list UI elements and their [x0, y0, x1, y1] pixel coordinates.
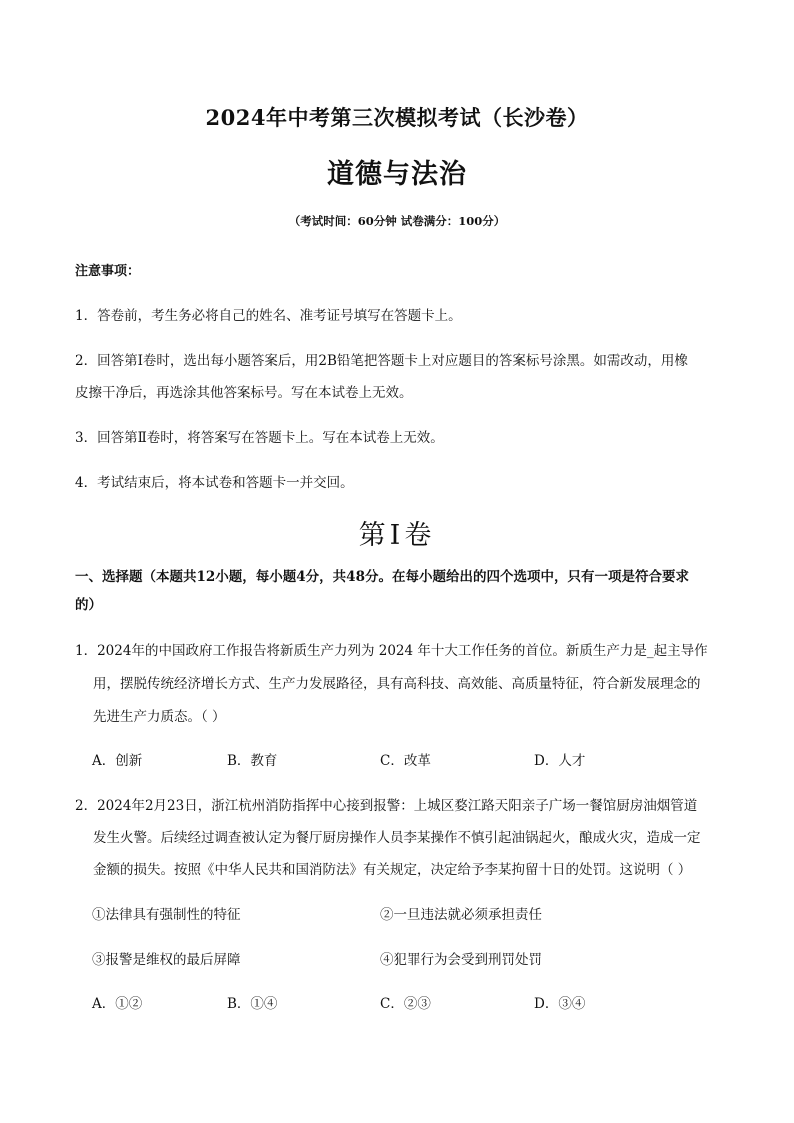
question-2-line-2: 发生火警。后续经过调查被认定为餐厅厨房操作人员李某操作不慎引起油锅起火，酿成火灾，造成一定: [93, 830, 701, 846]
question-1-line-3: 先进生产力质态。（ ）: [93, 709, 226, 725]
note-item-2: 2．回答第Ⅰ卷时，选出每小题答案后，用2B铅笔把答题卡上对应题目的答案标号涂黑。如需改动，用橡: [75, 353, 688, 369]
q2-statement-4: ④犯罪行为会受到刑罚处罚: [380, 952, 542, 968]
q2-option-c: C．②③: [380, 996, 431, 1012]
q2-option-b: B．①④: [227, 996, 278, 1012]
exam-title: 2024年中考第三次模拟考试（长沙卷）: [205, 105, 589, 130]
section-heading-cont: 的）: [75, 597, 102, 613]
question-1-line-2: 用，摆脱传统经济增长方式、生产力发展路径，具有高科技、高效能、高质量特征，符合新发展理念的: [93, 676, 701, 692]
exam-info: （考试时间：60分钟 试卷满分：100分）: [288, 214, 506, 228]
part-title: 第Ⅰ卷: [358, 520, 436, 551]
q2-statement-3: ③报警是维权的最后屏障: [92, 952, 241, 968]
question-1-line-1: 1．2024年的中国政府工作报告将新质生产力列为 2024 年十大工作任务的首位。新质生产力是_起主导作: [75, 643, 708, 659]
q1-option-b: B．教育: [227, 753, 278, 769]
note-item-4: 4．考试结束后，将本试卷和答题卡一并交回。: [75, 475, 354, 491]
note-item-1: 1．答卷前，考生务必将自己的姓名、准考证号填写在答题卡上。: [75, 308, 462, 324]
note-item-2-cont: 皮擦干净后，再选涂其他答案标号。写在本试卷上无效。: [75, 385, 413, 401]
q2-option-a: A．①②: [92, 996, 143, 1012]
section-heading: 一、选择题（本题共12小题，每小题4分，共48分。在每小题给出的四个选项中，只有一项是符合要求: [75, 569, 689, 585]
subject-title: 道德与法治: [327, 159, 467, 190]
question-2-line-1: 2．2024年2月23日，浙江杭州消防指挥中心接到报警：上城区婺江路天阳亲子广场一餐馆厨房油烟管道: [75, 798, 698, 814]
question-2-line-3: 金额的损失。按照《中华人民共和国消防法》有关规定，决定给予李某拘留十日的处罚。这说明（ ）: [93, 862, 692, 878]
q1-option-a: A．创新: [92, 753, 143, 769]
q2-statement-2: ②一旦违法就必须承担责任: [380, 907, 542, 923]
q1-option-d: D．人才: [534, 753, 586, 769]
q2-statement-1: ①法律具有强制性的特征: [92, 907, 241, 923]
note-item-3: 3．回答第Ⅱ卷时，将答案写在答题卡上。写在本试卷上无效。: [75, 430, 444, 446]
notes-heading: 注意事项：: [75, 264, 141, 279]
q1-option-c: C．改革: [380, 753, 431, 769]
q2-option-d: D．③④: [534, 996, 586, 1012]
